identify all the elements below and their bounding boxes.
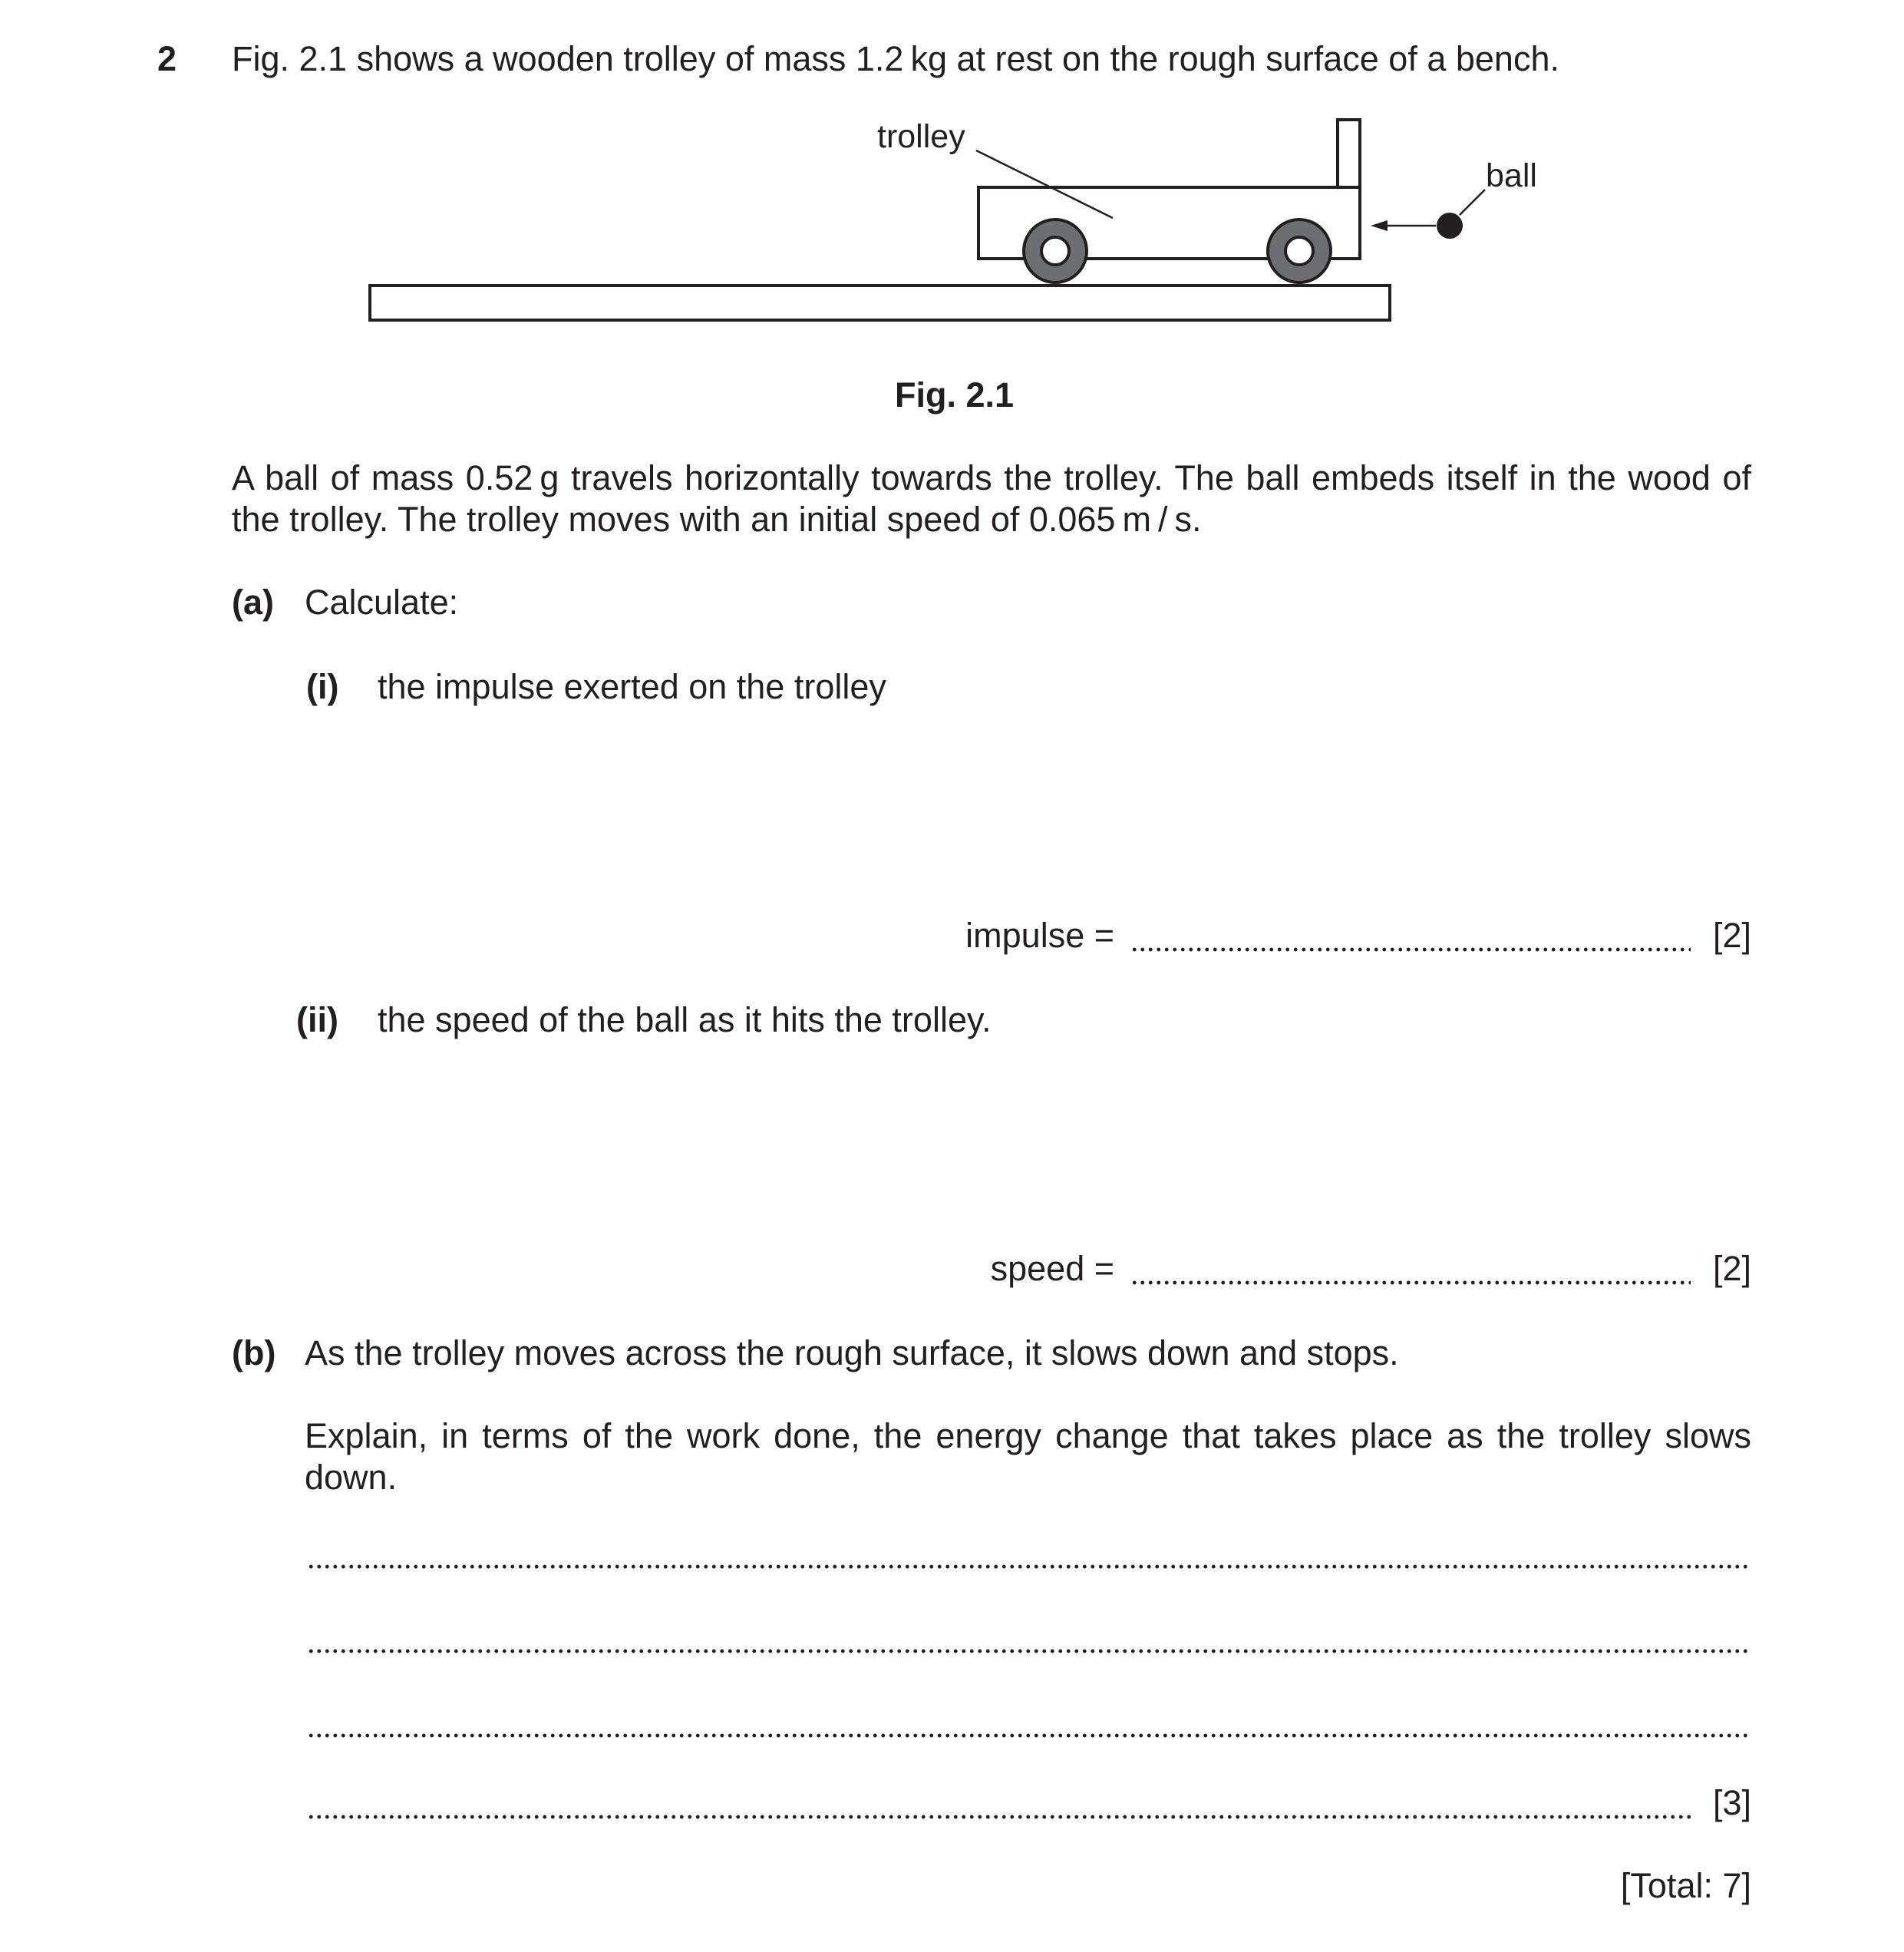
part-b-label: (b) [232, 1333, 276, 1372]
part-a-i-marks: [2] [1712, 916, 1751, 955]
part-a-i-text: the impulse exerted on the trolley [378, 667, 886, 706]
trolley-diagram [0, 0, 1904, 430]
bench [370, 286, 1390, 320]
wheel-right [1268, 220, 1331, 282]
total-marks: [Total: 7] [1620, 1866, 1751, 1905]
answer-line-2[interactable] [307, 1647, 1751, 1655]
figure-caption: Fig. 2.1 [895, 375, 1015, 415]
question-stem: A ball of mass 0.52 g travels horizontally towards the trolley. The ball embeds itself in the wood of the trolley. The trolley moves with an initial speed of 0.065 m / s. [232, 458, 1751, 539]
part-b-marks: [3] [1712, 1783, 1751, 1822]
ball-label: ball [1486, 157, 1537, 194]
part-a-ii-text: the speed of the ball as it hits the trolley. [378, 1000, 992, 1039]
impulse-answer-line[interactable] [1130, 946, 1691, 953]
ball-leader-line [1460, 190, 1485, 215]
part-a-i-label: (i) [306, 667, 339, 706]
answer-line-1[interactable] [307, 1563, 1751, 1571]
question-number: 2 [157, 39, 177, 78]
part-b-instruction: Explain, in terms of the work done, the energy change that takes place as the trolley slows down. [305, 1416, 1751, 1497]
part-a-ii-label: (ii) [296, 1000, 338, 1039]
velocity-arrow-head [1371, 220, 1388, 231]
part-a-label: (a) [232, 583, 274, 622]
question-intro: Fig. 2.1 shows a wooden trolley of mass 1.2 kg at rest on the rough surface of a bench. [232, 39, 1559, 78]
part-a-ii-marks: [2] [1712, 1249, 1751, 1288]
part-a-text: Calculate: [305, 583, 459, 622]
speed-answer-label: speed = [990, 1249, 1114, 1288]
trolley-post [1338, 120, 1360, 187]
answer-line-3[interactable] [307, 1732, 1751, 1739]
speed-answer-line[interactable] [1130, 1279, 1691, 1286]
part-b-text: As the trolley moves across the rough surface, it slows down and stops. [305, 1333, 1399, 1372]
trolley-label: trolley [877, 118, 965, 155]
answer-line-4[interactable] [307, 1813, 1691, 1821]
impulse-answer-label: impulse = [965, 916, 1114, 955]
wheel-left [1024, 220, 1087, 282]
ball [1437, 213, 1463, 239]
